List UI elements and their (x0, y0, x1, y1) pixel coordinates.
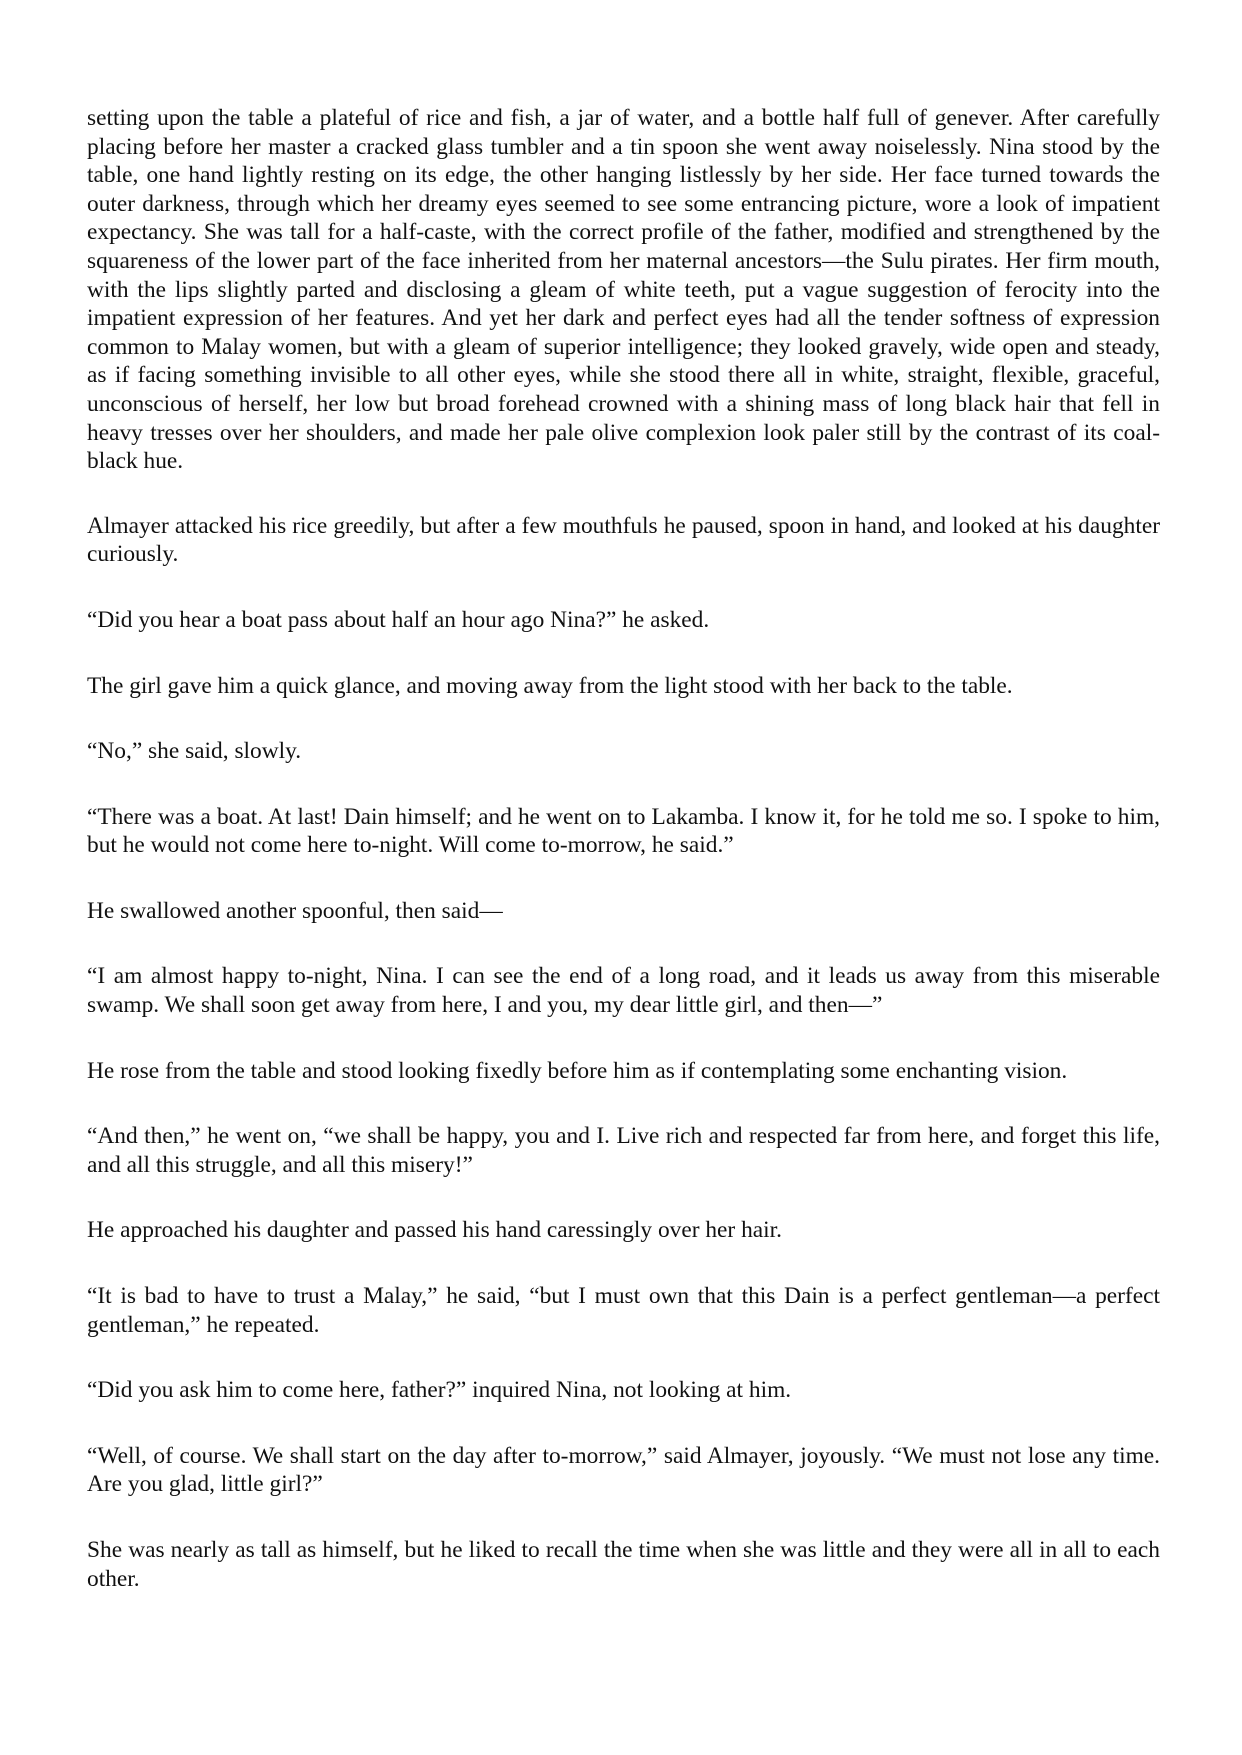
paragraph: “There was a boat. At last! Dain himself; and he went on to Lakamba. I know it, for he told me so. I spoke to him, but he would not come here to-night. Will come to-morrow, he said.” (87, 803, 1160, 859)
paragraph: The girl gave him a quick glance, and moving away from the light stood with her back to the table. (87, 672, 1013, 699)
paragraph: She was nearly as tall as himself, but he liked to recall the time when she was little and they were all in all to each other. (87, 1537, 1160, 1592)
page-body (87, 104, 1160, 1630)
paragraph: “It is bad to have to trust a Malay,” he said, “but I must own that this Dain is a perfect gentleman—a perfect gentleman,” he repeated. (87, 1283, 1160, 1338)
paragraph: “Did you hear a boat pass about half an hour ago Nina?” he asked. (87, 606, 710, 633)
paragraph: “Did you ask him to come here, father?” inquired Nina, not looking at him. (87, 1377, 792, 1404)
paragraph: He swallowed another spoonful, then said— (87, 897, 503, 924)
paragraph: “I am almost happy to-night, Nina. I can see the end of a long road, and it leads us away from this miserable swamp. We shall soon get away from here, I and you, my dear little girl, and then—” (87, 963, 1160, 1019)
paragraph: “Well, of course. We shall start on the day after to-morrow,” said Almayer, joyously. “We must not lose any time. Are you glad, little girl?” (87, 1442, 1160, 1498)
paragraph: “And then,” he went on, “we shall be happy, you and I. Live rich and respected far from here, and forget this life, and all this struggle, and all this misery!” (87, 1123, 1160, 1178)
paragraph: Almayer attacked his rice greedily, but after a few mouthfuls he paused, spoon in hand, and looked at his daughter curiously. (87, 512, 1160, 568)
paragraph: He rose from the table and stood looking fixedly before him as if contemplating some enchanting vision. (87, 1057, 1068, 1084)
paragraph: setting upon the table a plateful of rice and fish, a jar of water, and a bottle half full of genever. After carefully placing before her master a cracked glass tumbler and a tin spoon she went away noiselessly. Nina stood by the table, one hand lightly resting on its edge, the other hanging listlessly by her side. Her face turned towards the outer darkness, through which her dreamy eyes seemed to see some entrancing picture, wore a look of impatient expectancy. She was tall for a half-caste, with the correct profile of the father, modified and strengthened by the squareness of the lower part of the face inherited from her maternal ancestors—the Sulu pirates. Her firm mouth, with the lips slightly parted and disclosing a gleam of white teeth, put a vague suggestion of ferocity into the impatient expression of her features. And yet her dark and perfect eyes had all the tender softness of expression common to Malay women, but with a gleam of superior intelligence; they looked gravely, wide open and steady, as if facing something invisible to all other eyes, while she stood there all in white, straight, flexible, graceful, unconscious of herself, her low but broad forehead crowned with a shining mass of long black hair that fell in heavy tresses over her shoulders, and made her pale olive complexion look paler still by the contrast of its coal-black hue. (87, 105, 1160, 475)
paragraph: “No,” she said, slowly. (87, 738, 302, 765)
paragraph: He approached his daughter and passed his hand caressingly over her hair. (87, 1217, 782, 1244)
